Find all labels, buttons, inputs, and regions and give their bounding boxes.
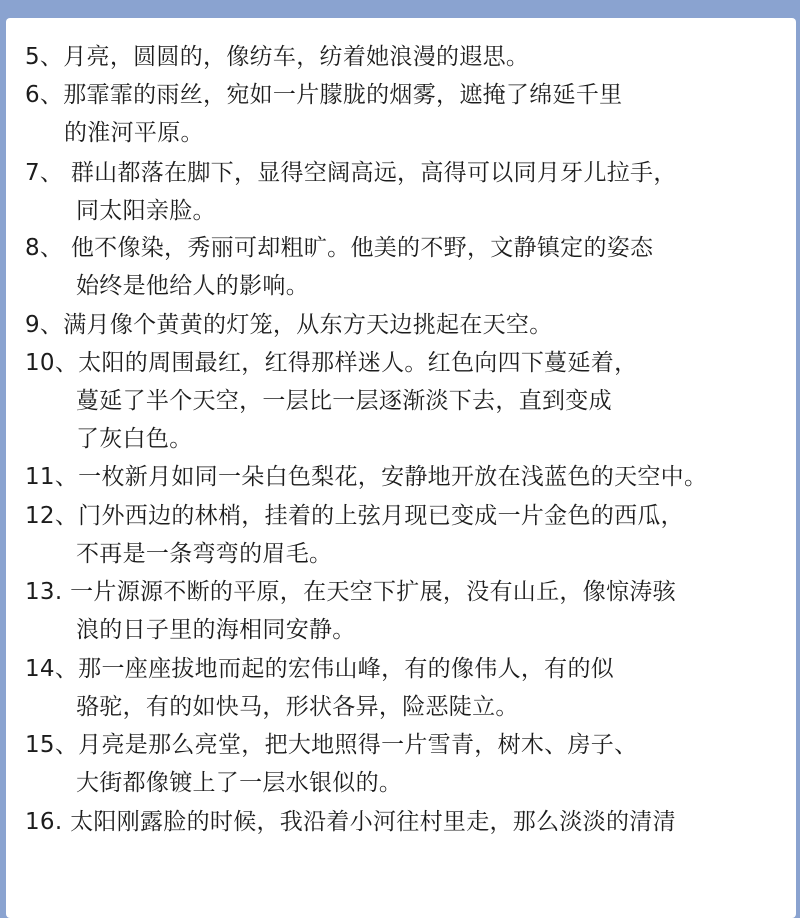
list-item-line: 16. 太阳刚露脸的时候，我沿着小河往村里走，那么淡淡的清清	[25, 809, 676, 835]
list-item-line: 11、一枚新月如同一朵白色梨花，安静地开放在浅蓝色的天空中。	[25, 464, 708, 490]
list-item-line: 10、太阳的周围最红，红得那样迷人。红色向四下蔓延着，	[25, 350, 638, 376]
list-item-line: 浪的日子里的海相同安静。	[76, 617, 356, 643]
list-item-line: 9、满月像个黄黄的灯笼，从东方天边挑起在天空。	[25, 312, 553, 338]
list-item-line: 同太阳亲脸。	[76, 198, 216, 224]
list-item-line: 了灰白色。	[76, 426, 193, 452]
list-item-line: 12、门外西边的林梢，挂着的上弦月现已变成一片金色的西瓜，	[25, 503, 684, 529]
list-item-line: 5、月亮，圆圆的，像纺车，纺着她浪漫的遐思。	[25, 44, 530, 70]
list-item-line: 13. 一片源源不断的平原，在天空下扩展，没有山丘，像惊涛骇	[25, 579, 676, 605]
list-item-line: 8、 他不像染，秀丽可却粗旷。他美的不野，文静镇定的姿态	[25, 235, 654, 261]
list-item-line: 蔓延了半个天空，一层比一层逐渐淡下去，直到变成	[76, 388, 612, 414]
list-item-line: 7、 群山都落在脚下，显得空阔高远，高得可以同月牙儿拉手，	[25, 160, 677, 186]
list-item-line: 14、那一座座拔地而起的宏伟山峰，有的像伟人，有的似	[25, 656, 615, 682]
list-item-line: 的淮河平原。	[64, 120, 204, 146]
list-item-line: 6、那霏霏的雨丝，宛如一片朦胧的烟雾，遮掩了绵延千里	[25, 82, 623, 108]
document-sheet	[6, 18, 796, 918]
list-item-line: 骆驼，有的如快马，形状各异，险恶陡立。	[76, 694, 519, 720]
list-item-line: 始终是他给人的影响。	[76, 273, 309, 299]
list-item-line: 15、月亮是那么亮堂，把大地照得一片雪青，树木、房子、	[25, 732, 638, 758]
list-item-line: 大街都像镀上了一层水银似的。	[76, 770, 403, 796]
list-item-line: 不再是一条弯弯的眉毛。	[76, 541, 333, 567]
